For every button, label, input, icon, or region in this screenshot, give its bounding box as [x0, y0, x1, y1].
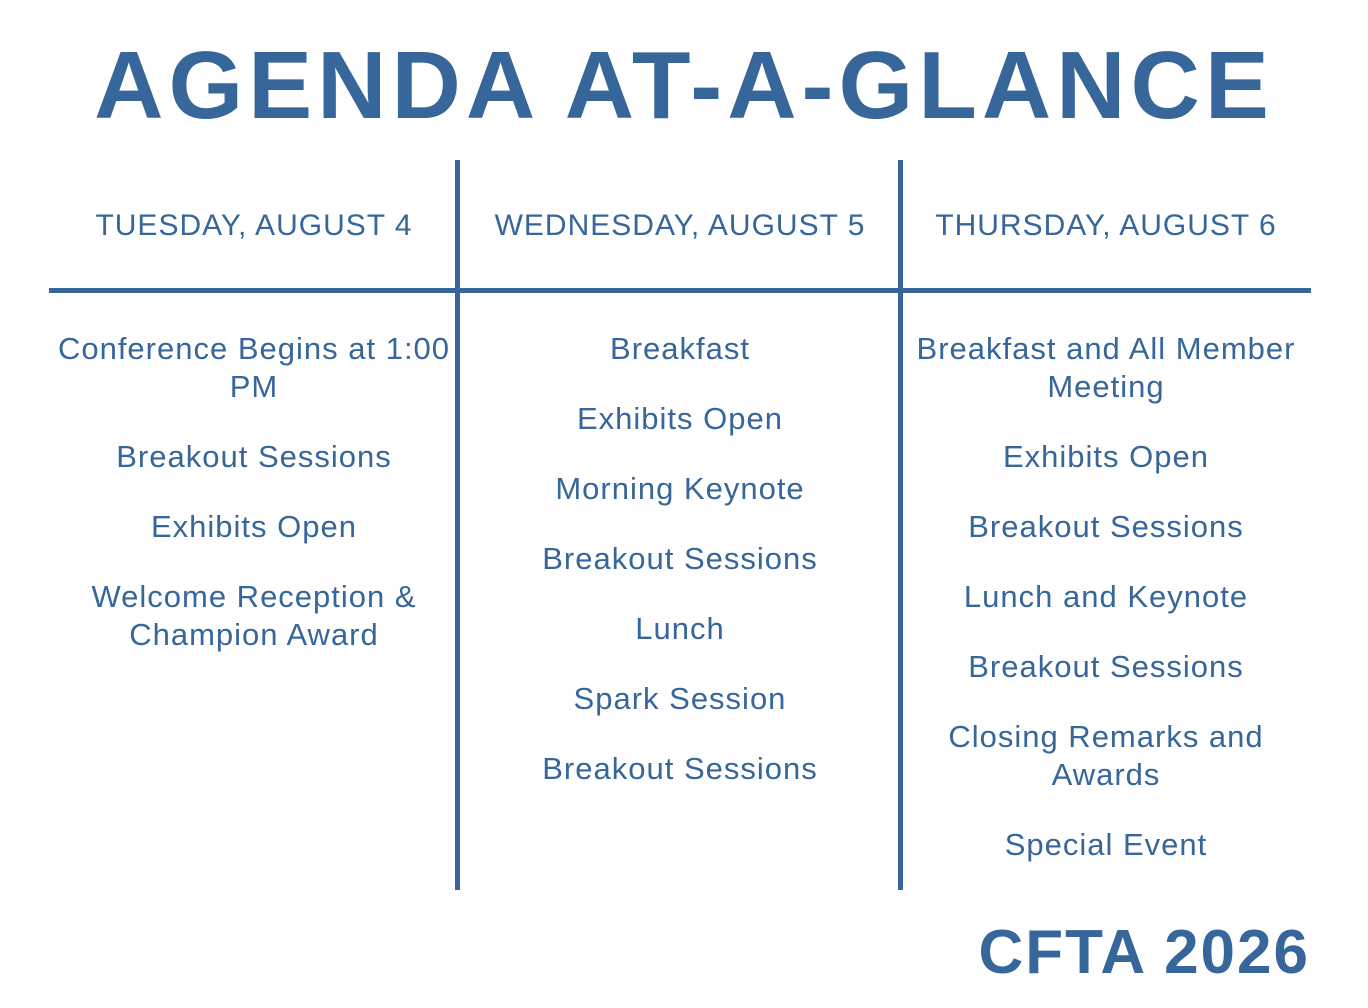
agenda-item: Breakout Sessions [968, 649, 1244, 684]
agenda-item: Spark Session [573, 681, 787, 716]
agenda-item: Lunch [635, 611, 725, 646]
agenda-item: Conference Begins at 1:00 PM [57, 331, 451, 404]
day-heading-thursday: THURSDAY, AUGUST 6 [935, 209, 1277, 242]
agenda-item: Breakfast [610, 331, 750, 366]
agenda-item: Special Event [1004, 827, 1208, 862]
agenda-item: Exhibits Open [577, 401, 783, 436]
agenda-item: Breakout Sessions [116, 439, 392, 474]
agenda-item: Exhibits Open [1003, 439, 1209, 474]
agenda-item: Breakout Sessions [968, 509, 1244, 544]
column-divider-left [455, 160, 460, 890]
agenda-item: Morning Keynote [555, 471, 805, 506]
column-divider-right [898, 160, 903, 890]
agenda-item: Lunch and Keynote [963, 579, 1249, 614]
agenda-item: Breakout Sessions [542, 751, 818, 786]
agenda-item: Welcome Reception & Champion Award [91, 579, 417, 652]
wednesday-agenda-list [465, 330, 895, 820]
day-heading-tuesday: TUESDAY, AUGUST 4 [95, 209, 413, 242]
agenda-item: Breakout Sessions [542, 541, 818, 576]
tuesday-agenda-list [54, 330, 454, 686]
agenda-item: Breakfast and All Member Meeting [916, 331, 1296, 404]
event-name-footer: CFTA 2026 [978, 918, 1310, 987]
header-divider [49, 288, 1311, 293]
agenda-item: Exhibits Open [151, 509, 357, 544]
thursday-agenda-list [908, 330, 1304, 896]
page-title: AGENDA AT-A-GLANCE [94, 32, 1274, 139]
day-heading-wednesday: WEDNESDAY, AUGUST 5 [494, 209, 866, 242]
agenda-item: Closing Remarks and Awards [948, 719, 1264, 792]
